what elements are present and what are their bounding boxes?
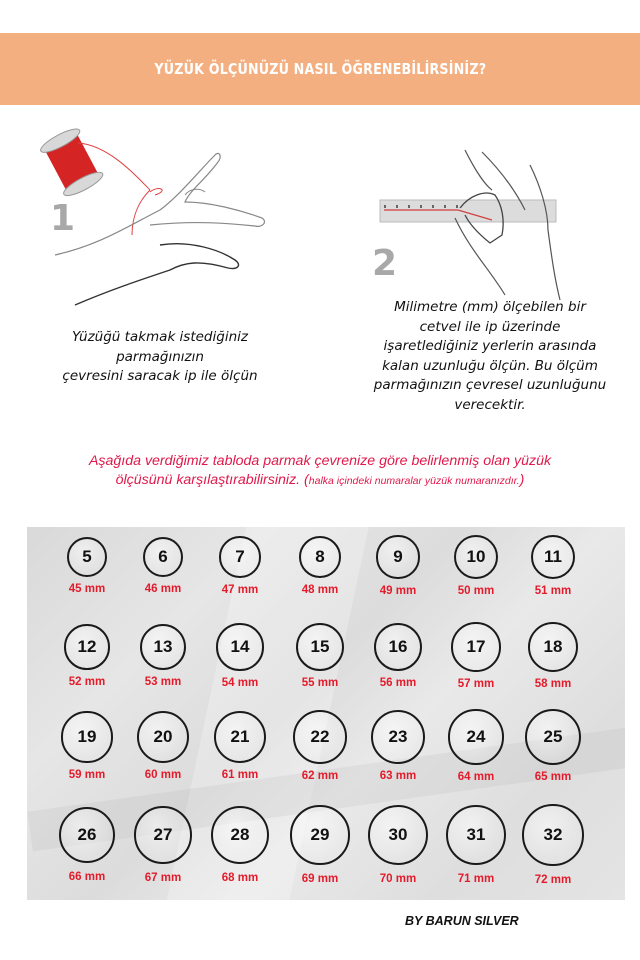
ring-circle-icon: [454, 535, 498, 579]
ring-circle-icon: [219, 536, 261, 578]
ring-circle-icon: [299, 536, 341, 578]
ring-size-number: 20: [153, 727, 173, 746]
ring-size-number: 23: [388, 726, 408, 746]
ring-circumference-mm: 56 mm: [379, 677, 417, 690]
ring-size-number: 10: [466, 547, 486, 566]
ring-circumference-mm: 71 mm: [457, 873, 495, 886]
ring-circumference-mm: 52 mm: [68, 675, 106, 688]
caption-line: verecektir.: [454, 396, 526, 413]
ring-circumference-mm: 60 mm: [144, 769, 182, 781]
ring-size-item: [200, 623, 280, 688]
ring-size-number: 9: [393, 546, 403, 566]
ring-size-number: 25: [543, 727, 563, 746]
caption-line: cetvel ile ip üzerinde: [419, 318, 561, 335]
ring-circle-icon: [214, 711, 267, 764]
ring-size-item: [436, 535, 516, 597]
ring-size-item: [280, 623, 360, 689]
ring-circle-icon: [371, 710, 425, 764]
ring-circumference-mm: 51 mm: [534, 585, 572, 598]
ring-circle-icon: [376, 535, 419, 578]
ring-circle-icon: [451, 622, 501, 672]
caption-line: parmağınızın çevresel uzunluğunu: [373, 377, 607, 393]
ring-circle-icon: [143, 537, 184, 578]
ring-circle-icon: [528, 622, 578, 672]
ring-size-item: [47, 807, 127, 884]
caption-line: çevresini saracak ip ile ölçün: [62, 368, 258, 384]
ring-circle-icon: [64, 624, 110, 670]
ring-size-number: 16: [388, 636, 408, 656]
hand-with-ruler-icon: [320, 110, 640, 310]
ring-circle-icon: [525, 709, 581, 765]
step-2-number: 2: [372, 243, 398, 284]
ring-size-item: [436, 709, 516, 782]
ring-circle-icon: [211, 806, 269, 864]
ring-circle-icon: [67, 537, 107, 577]
ring-circumference-mm: 61 mm: [221, 769, 259, 782]
ring-circle-icon: [134, 806, 192, 864]
ring-size-number: 7: [235, 546, 245, 566]
page-title: YÜZÜK ÖLÇÜNÜZÜ NASIL ÖĞRENEBİLİRSİNİZ?: [154, 60, 486, 78]
ring-size-number: 27: [153, 824, 173, 844]
ring-circumference-mm: 68 mm: [221, 872, 259, 885]
ring-circumference-mm: 45 mm: [68, 583, 106, 595]
caption-line: işaretlediğiniz yerlerin arasında: [383, 338, 597, 354]
ring-circumference-mm: 48 mm: [301, 584, 339, 597]
ring-size-number: 28: [230, 824, 250, 844]
ring-circumference-mm: 57 mm: [457, 677, 495, 690]
ring-circle-icon: [296, 623, 344, 671]
ring-size-number: 31: [466, 824, 486, 844]
ring-size-number: 13: [153, 636, 173, 656]
ring-size-item: [200, 806, 280, 884]
ring-size-item: [436, 622, 516, 690]
ring-size-chart: [27, 527, 625, 900]
ring-size-item: [280, 536, 360, 596]
ring-circle-icon: [216, 623, 263, 670]
ring-circumference-mm: 67 mm: [144, 871, 182, 884]
ring-size-number: 12: [77, 636, 97, 656]
step-1-caption: [10, 328, 310, 387]
ring-circle-icon: [59, 807, 116, 864]
instruction-main-text: ölçüsünü karşılaştırabilirsiniz. (: [115, 472, 309, 488]
ring-size-item: [200, 536, 280, 596]
ring-size-item: [436, 805, 516, 886]
ring-size-item: [200, 711, 280, 782]
ring-circumference-mm: 58 mm: [534, 678, 572, 691]
caption-line: Milimetre (mm) ölçebilen bir: [394, 299, 586, 315]
ring-size-number: 21: [230, 726, 250, 746]
ring-circle-icon: [448, 709, 503, 764]
ring-circumference-mm: 65 mm: [534, 771, 572, 783]
caption-line: kalan uzunluğu ölçün. Bu ölçüm: [382, 357, 598, 374]
caption-line: parmağınızın: [116, 348, 204, 365]
ring-size-item: [358, 710, 438, 782]
ring-circle-icon: [140, 624, 186, 670]
ring-size-number: 17: [466, 636, 486, 656]
size-chart-instruction: [30, 452, 610, 491]
ring-size-number: 6: [158, 546, 168, 566]
ring-size-item: [123, 806, 203, 884]
ring-circumference-mm: 69 mm: [301, 872, 339, 885]
ring-size-item: [513, 709, 593, 783]
ring-circumference-mm: 70 mm: [379, 873, 417, 885]
ring-size-item: [358, 805, 438, 885]
hand-with-thread-icon: [0, 110, 320, 310]
ring-circumference-mm: 49 mm: [379, 584, 417, 597]
header-banner: [0, 33, 640, 105]
ring-circumference-mm: 72 mm: [534, 873, 572, 886]
ring-size-item: [47, 537, 127, 595]
ring-circle-icon: [374, 623, 423, 672]
step-1-number: 1: [50, 198, 76, 239]
ring-size-number: 5: [82, 547, 92, 566]
ring-circumference-mm: 59 mm: [68, 768, 106, 781]
ring-size-item: [47, 624, 127, 688]
ring-size-item: [47, 711, 127, 780]
ring-size-number: 11: [544, 546, 562, 566]
ring-size-number: 26: [77, 824, 97, 844]
ring-circle-icon: [522, 804, 584, 866]
ring-size-item: [280, 710, 360, 782]
step-2-illustration: [320, 110, 640, 310]
ring-size-item: [123, 537, 203, 596]
ring-circumference-mm: 55 mm: [301, 677, 339, 689]
ring-size-number: 18: [543, 636, 563, 656]
instruction-close-paren: ): [519, 472, 525, 488]
ring-size-number: 29: [310, 824, 330, 844]
ring-size-number: 32: [543, 824, 563, 844]
ring-size-number: 24: [466, 726, 486, 746]
ring-size-item: [513, 622, 593, 690]
caption-line: Yüzüğü takmak istediğiniz: [72, 329, 248, 345]
ring-circle-icon: [290, 805, 349, 864]
ring-size-item: [358, 623, 438, 690]
ring-circumference-mm: 63 mm: [379, 770, 417, 783]
ring-size-number: 19: [77, 726, 97, 746]
ring-circumference-mm: 54 mm: [221, 676, 259, 689]
step-1-illustration: [0, 110, 320, 310]
ring-size-number: 15: [310, 637, 330, 656]
ring-circle-icon: [137, 711, 189, 763]
ring-circle-icon: [531, 535, 576, 580]
ring-circle-icon: [446, 805, 507, 866]
ring-circumference-mm: 62 mm: [301, 769, 339, 782]
ring-circle-icon: [61, 711, 112, 762]
instruction-line-2: [30, 471, 610, 491]
ring-circumference-mm: 47 mm: [221, 583, 259, 596]
ring-size-number: 22: [310, 726, 330, 746]
ring-size-item: [123, 711, 203, 781]
ring-circumference-mm: 46 mm: [144, 583, 182, 596]
ring-circumference-mm: 64 mm: [457, 770, 495, 783]
ring-size-item: [513, 804, 593, 886]
ring-size-number: 14: [230, 636, 250, 656]
instruction-line-1: Aşağıda verdiğimiz tabloda parmak çevrenize göre belirlenmiş olan yüzük: [88, 453, 552, 469]
ring-size-item: [513, 535, 593, 598]
ring-circumference-mm: 53 mm: [144, 676, 182, 689]
ring-size-item: [280, 805, 360, 884]
ring-size-number: 30: [388, 825, 408, 844]
ring-circle-icon: [368, 805, 428, 865]
ring-circumference-mm: 66 mm: [68, 871, 106, 884]
brand-credit: BY BARUN SILVER: [405, 914, 519, 928]
instruction-note: halka içindeki numaralar yüzük numaranızdır.: [308, 475, 520, 487]
ring-size-item: [123, 624, 203, 688]
ring-circle-icon: [293, 710, 347, 764]
ring-size-number: 8: [315, 546, 325, 566]
step-2-caption: [345, 298, 635, 415]
ring-size-item: [358, 535, 438, 596]
ring-circumference-mm: 50 mm: [457, 585, 495, 597]
